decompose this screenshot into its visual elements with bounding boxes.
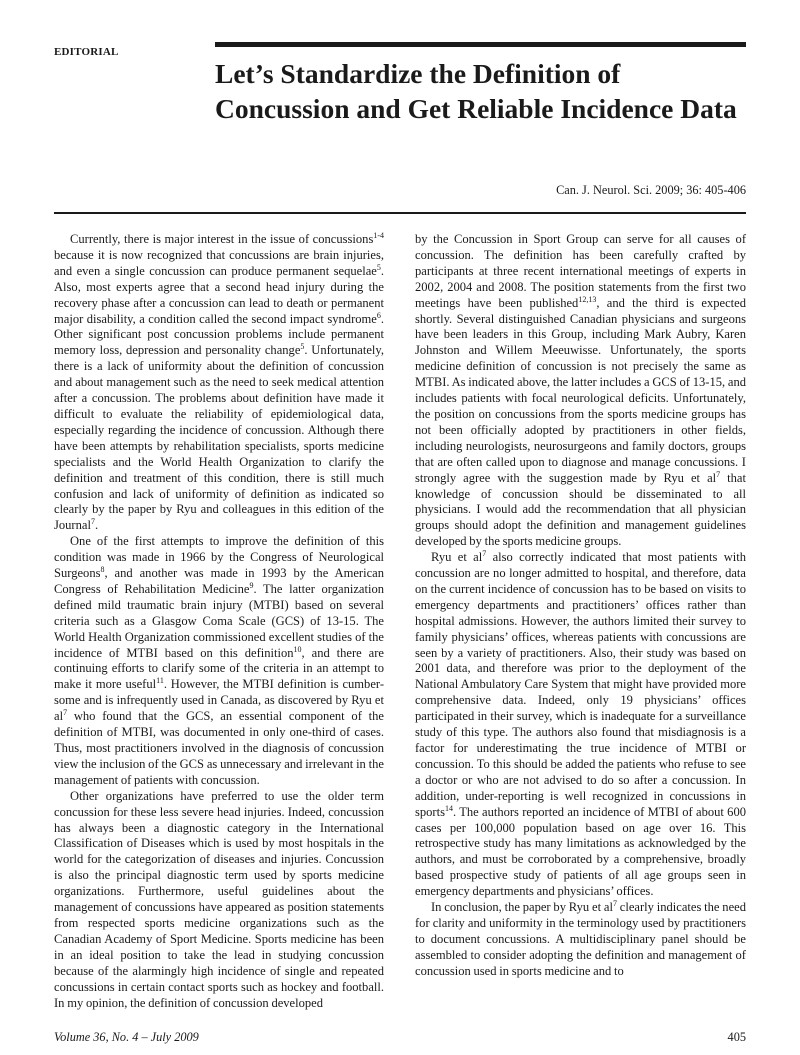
text-run: One of the first attempts to improve the definition of this condition was made in 1966 by the Congress of Neurological Surgeons bbox=[54, 534, 384, 581]
paragraph bbox=[54, 534, 384, 789]
text-run: . The latter organization defined mild traumatic brain injury (MTBI) based on several criteria such as a Glasgow Coma Scale (GCS) of 13-15. The World Health Organization commissioned excellent studies of the incidence of MTBI based on this definition bbox=[54, 581, 384, 660]
text-run: Other organizations have preferred to use the older term concussion for these less severe head injuries. Indeed, concussion has always been a diagnostic category in the International Classification of Diseases which is used by most hospitals in the world for the categorization of diseases and injuries. Concussion is also the principal diagnostic term used by sports medicine organizations. Furthermore, useful guidelines about the management of concussions have appeared as position statements from respected sports medicine organizations such as the Canadian Academy of Sport Medicine. Sports medicine has been in an ideal position to take the lead in studying concussion because of the alarmingly high incidence of single and repeated concussions in certain contact sports such as hockey and football. In my opinion, the definition of concussion developed bbox=[54, 788, 384, 1010]
article-title: Let’s Standardize the Definition of Concussion and Get Reliable Incidence Data bbox=[215, 58, 737, 124]
reference-superscript: 5 bbox=[300, 342, 305, 352]
text-run: Ryu et al bbox=[431, 550, 483, 565]
text-run: . However, the MTBI definition is cumber-some and is infrequently used in Canada, as discovered by Ryu et al bbox=[54, 677, 385, 724]
paragraph bbox=[415, 232, 746, 550]
section-label: EDITORIAL bbox=[54, 46, 119, 58]
reference-superscript: 14 bbox=[444, 803, 453, 813]
text-run: by the Concussion in Sport Group can serve for all causes of concussion. The definition has been carefully crafted by participants at three recent international meetings of experts in 2002, 2004 and 2008. The position statements from the first two meetings have been published bbox=[415, 232, 746, 310]
reference-superscript: 7 bbox=[612, 898, 617, 908]
reference-superscript: 9 bbox=[249, 580, 254, 590]
reference-superscript: 5 bbox=[376, 262, 381, 272]
text-run: . bbox=[94, 518, 99, 533]
text-run: . Other significant post concussion problems include permanent memory loss, depression and personality change bbox=[54, 311, 384, 358]
reference-superscript: 6 bbox=[376, 310, 381, 320]
reference-superscript: 7 bbox=[63, 708, 68, 718]
divider bbox=[54, 212, 746, 214]
page-number: 405 bbox=[727, 1030, 746, 1044]
text-run: that knowledge of concussion should be disseminated to all physicians. I would add the recommendation that all physician groups should adopt the definition and management guidelines developed by the sports medicine groups. bbox=[415, 470, 746, 549]
reference-superscript: 7 bbox=[90, 517, 95, 527]
reference-superscript: 12,13 bbox=[578, 294, 597, 304]
text-run: also correctly indicated that most patients with concussion are no longer admitted to hospital, and therefore, data on the current incidence of concussion has to be based on visits to emergency departments and practitioners’ offices rather than hospital admissions. However, the authors limited their survey to family physicians’ offices, whereas patients with concussions are seen by a variety of practitioners. Also, their study was based on 2001 data, and therefore was prior to the deployment of the National Ambulatory Care System that might have provided more comprehensive data. Indeed, only 19 physicians’ offices participated in their survey, which is inadequate for a surveillance study of this type. The authors also found that misdiagnosis is a factor for underestimating the true incidence of MTBI or concussion. To this should be added the patients who refuse to see a doctor or who are not advised to do so after a concussion. In addition, under-reporting is well recognized in concussions in sports bbox=[415, 550, 747, 819]
text-run: . Also, most experts agree that a second head injury during the recovery phase after a concussion can lead to death or permanent major disability, a condition called the second impact syndrome bbox=[54, 263, 384, 326]
header-rule bbox=[215, 42, 746, 47]
right-column bbox=[415, 232, 746, 980]
text-run: , and there are continuing efforts to clarify some of the criteria in an attempt to make it more useful bbox=[54, 645, 384, 692]
text-run: clearly indicates the need for clarity and uniformity in the terminology used by practitioners to document concussions. A multidisciplinary panel should be assembled to consider adopting the definition and management of concussion used in sports medicine and to bbox=[415, 900, 746, 978]
reference-superscript: 1-4 bbox=[373, 230, 384, 240]
text-run: , and another was made in 1993 by the American Congress of Rehabilitation Medicine bbox=[54, 566, 384, 596]
paragraph bbox=[54, 232, 384, 534]
reference-superscript: 7 bbox=[716, 469, 721, 479]
paragraph bbox=[415, 550, 746, 900]
reference-superscript: 11 bbox=[156, 676, 164, 686]
reference-superscript: 10 bbox=[293, 644, 302, 654]
left-column bbox=[54, 232, 384, 1011]
text-run: . The authors reported an incidence of MTBI of about 600 cases per 100,000 population based on age over 16. This retrospective study has many limitations as acknowledged by the authors, and must be corroborated by a comprehensive, broadly based prospective study of patients of all age groups seen in emergency departments and physicians’ offices. bbox=[415, 804, 746, 899]
text-run: In conclusion, the paper by Ryu et al bbox=[431, 900, 613, 915]
text-run: because it is now recognized that concussions are brain injuries, and even a single concussion can produce permanent sequelae bbox=[54, 247, 384, 278]
reference-superscript: 7 bbox=[482, 548, 487, 558]
paragraph bbox=[54, 789, 384, 1012]
reference-superscript: 8 bbox=[100, 564, 105, 574]
text-run: who found that the GCS, an essential component of the definition of MTBI, was documented in only one-third of cases. Thus, most practitioners involved in the diagnosis of concussion view the inclusion of the GCS as unnecessary and irrelevant in the management of patients with concussion. bbox=[54, 709, 384, 787]
text-run: . Unfortunately, there is a lack of uniformity about the definition of concussion and about management such as the need to seek medical attention after a concussion. The problems about definition have made it difficult to evaluate the reliability of epidemiological data, especially regarding the incidence of concussion. Although there have been attempts by rehabilitation specialists, sports medicine specialists and the World Health Organization to clarify the definition and treatment of this condition, there is still much confusion and lack of uniformity of definition as indicated so clearly by the paper by Ryu and colleagues in this edition of the Journal bbox=[54, 343, 384, 533]
text-run: Currently, there is major interest in the issue of concussions bbox=[70, 232, 374, 246]
text-run: , and the third is expected shortly. Several distinguished Canadian physicians and surgeons have been leaders in this Group, including Mark Aubry, Karen Johnston and Willem Meeuwisse. Unfortunately, the sports medicine definition of concussion is not precisely the same as MTBI. As indicated above, the latter includes a GCS of 13-15, and includes patients with focal neurological deficits. Unfortunately, the position on concussions from the sports medicine groups has not been officially adopted by practitioners in other fields, including neurologists, neurosurgeons and family doctors, groups that are often called upon to diagnose and manage concussions. I strongly agree with the suggestion made by Ryu et al bbox=[415, 295, 746, 485]
paragraph bbox=[415, 900, 746, 980]
journal-issue: Volume 36, No. 4 – July 2009 bbox=[54, 1030, 199, 1044]
citation: Can. J. Neurol. Sci. 2009; 36: 405-406 bbox=[556, 183, 746, 197]
